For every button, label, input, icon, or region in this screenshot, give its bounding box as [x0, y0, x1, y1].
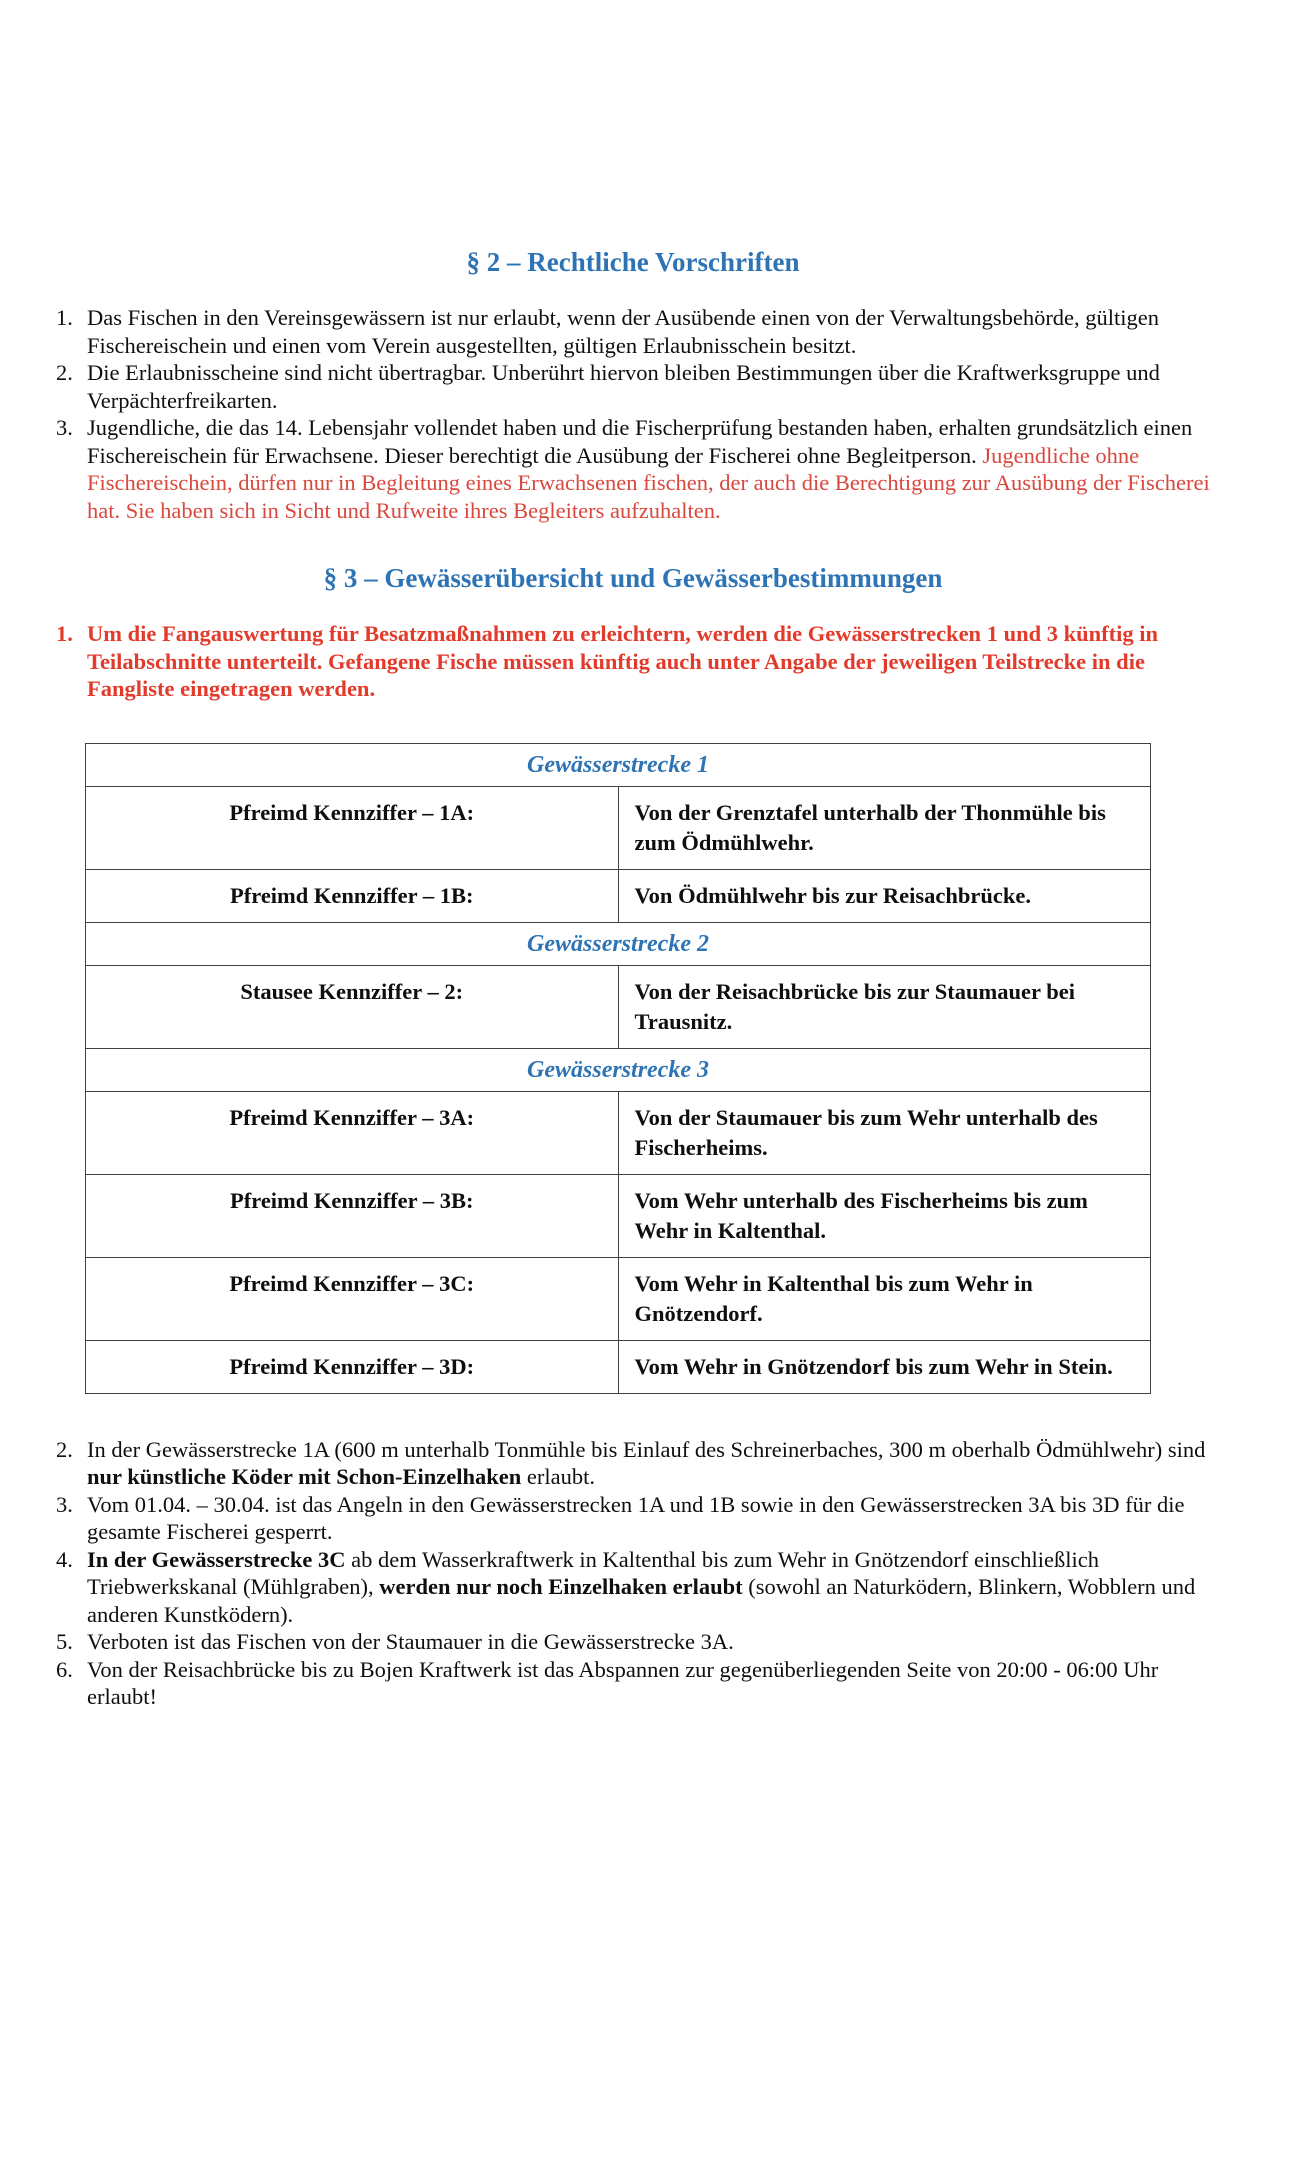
list-item-number: 2. — [56, 1436, 73, 1462]
table-row — [86, 1091, 1151, 1174]
text-segment: Um die Fangauswertung für Besatzmaßnahmen zu erleichtern, werden die Gewässerstrecken 1 und 3 künftig in Teilabschnitte unterteilt. Gefangene Fische müssen künftig auch unter Angabe der jeweiligen Teilstrecke in die Fangliste eingetragen werden. — [87, 621, 1159, 701]
kennziffer-label-cell: Pfreimd Kennziffer – 3D: — [86, 1340, 619, 1393]
table-row — [86, 1257, 1151, 1340]
list-item-number: 5. — [56, 1629, 73, 1654]
list-item — [56, 1436, 1210, 1491]
legal-rules-list — [56, 304, 1210, 524]
list-item — [56, 1656, 1210, 1711]
waters-overview-table-body — [86, 743, 1151, 1393]
table-section-header: Gewässerstrecke 3 — [86, 1048, 1151, 1091]
table-section-header: Gewässerstrecke 2 — [86, 922, 1151, 965]
table-section-header-row — [86, 1048, 1151, 1091]
strecke-description-cell: Vom Wehr unterhalb des Fischerheims bis zum Wehr in Kaltenthal. — [618, 1174, 1151, 1257]
text-segment: In der Gewässerstrecke 3C — [87, 1546, 346, 1572]
table-row — [86, 1340, 1151, 1393]
list-item-text — [87, 304, 1210, 359]
list-item — [56, 1546, 1210, 1629]
list-item-number: 2. — [56, 360, 73, 385]
list-item-number: 3. — [56, 415, 73, 440]
table-row — [86, 786, 1151, 869]
table-row — [86, 1174, 1151, 1257]
list-item-number: 1. — [56, 305, 73, 330]
table-row — [86, 965, 1151, 1048]
waters-rules-list — [56, 1436, 1210, 1711]
strecke-description-cell: Von Ödmühlwehr bis zur Reisachbrücke. — [618, 869, 1151, 922]
list-item-number: 1. — [56, 621, 73, 646]
kennziffer-label-cell: Pfreimd Kennziffer – 3C: — [86, 1257, 619, 1340]
text-segment: Jugendliche, die das 14. Lebensjahr vollendet haben und die Fischerprüfung bestanden haben, erhalten grundsätzlich einen Fischereischein für Erwachsene. Dieser berechtigt die Ausübung der Fischerei ohne Begleitperson. — [87, 415, 1193, 468]
list-item-number: 6. — [56, 1656, 73, 1682]
text-segment: Die Erlaubnisscheine sind nicht übertragbar. Unberührt hiervon bleiben Bestimmungen über die Kraftwerksgruppe und Verpächterfreikarten. — [87, 360, 1160, 413]
text-segment: Das Fischen in den Vereinsgewässern ist nur erlaubt, wenn der Ausübende einen von der Verwaltungsbehörde, gültigen Fischereischein und einen vom Verein ausgestellten, gültigen Erlaubnisschein besitzt. — [87, 305, 1160, 358]
text-segment: (sowohl an Naturködern, Blinkern, Wobblern und anderen Kunstködern). — [87, 1574, 1196, 1627]
list-item — [56, 620, 1210, 703]
list-item — [56, 304, 1210, 359]
list-item — [56, 359, 1210, 414]
table-row — [86, 869, 1151, 922]
kennziffer-label-cell: Pfreimd Kennziffer – 3B: — [86, 1174, 619, 1257]
list-item-number: 4. — [56, 1546, 73, 1572]
list-item — [56, 414, 1210, 524]
table-section-header-row — [86, 922, 1151, 965]
list-item-text — [87, 1491, 1210, 1546]
text-segment: erlaubt. — [521, 1464, 595, 1489]
list-item — [56, 1628, 1210, 1656]
section-2-heading: § 2 – Rechtliche Vorschriften — [466, 247, 800, 277]
kennziffer-label-cell: Pfreimd Kennziffer – 3A: — [86, 1091, 619, 1174]
strecke-description-cell: Von der Reisachbrücke bis zur Staumauer bei Trausnitz. — [618, 965, 1151, 1048]
text-segment: werden nur noch Einzelhaken erlaubt — [379, 1574, 743, 1599]
text-segment: ab dem Wasserkraftwerk in Kaltenthal bis zum Wehr in Gnötzendorf einschließlich Triebwerkskanal (Mühlgraben), — [87, 1546, 1099, 1599]
list-item-text — [87, 359, 1210, 414]
list-item — [56, 1491, 1210, 1546]
strecke-description-cell: Vom Wehr in Gnötzendorf bis zum Wehr in Stein. — [618, 1340, 1151, 1393]
kennziffer-label-cell: Stausee Kennziffer – 2: — [86, 965, 619, 1048]
table-section-header: Gewässerstrecke 1 — [86, 743, 1151, 786]
strecke-description-cell: Von der Grenztafel unterhalb der Thonmühle bis zum Ödmühlwehr. — [618, 786, 1151, 869]
text-segment: Verboten ist das Fischen von der Staumauer in die Gewässerstrecke 3A. — [87, 1629, 734, 1654]
text-segment: Von der Reisachbrücke bis zu Bojen Kraftwerk ist das Abspannen zur gegenüberliegenden Seite von 20:00 - 06:00 Uhr erlaubt! — [87, 1656, 1159, 1709]
strecke-description-cell: Vom Wehr in Kaltenthal bis zum Wehr in Gnötzendorf. — [618, 1257, 1151, 1340]
table-section-header-row — [86, 743, 1151, 786]
waters-overview-table — [85, 743, 1151, 1394]
list-item-text — [87, 1436, 1210, 1491]
text-segment: In der Gewässerstrecke 1A (600 m unterhalb Tonmühle bis Einlauf des Schreinerbaches, 300 m oberhalb Ödmühlwehr) sind — [87, 1436, 1206, 1462]
strecke-description-cell: Von der Staumauer bis zum Wehr unterhalb des Fischerheims. — [618, 1091, 1151, 1174]
list-item-number: 3. — [56, 1491, 73, 1517]
list-item-text — [87, 1546, 1210, 1629]
section-3-heading: § 3 – Gewässerübersicht und Gewässerbestimmungen — [323, 563, 943, 593]
list-item-text — [87, 414, 1210, 524]
text-segment: nur künstliche Köder mit Schon-Einzelhaken — [87, 1464, 522, 1489]
list-item-text — [87, 1656, 1210, 1711]
text-segment: Vom 01.04. – 30.04. ist das Angeln in den Gewässerstrecken 1A und 1B sowie in den Gewässerstrecken 3A bis 3D für die gesamte Fischerei gesperrt. — [87, 1491, 1185, 1544]
list-item-text — [87, 1628, 1210, 1656]
kennziffer-label-cell: Pfreimd Kennziffer – 1A: — [86, 786, 619, 869]
kennziffer-label-cell: Pfreimd Kennziffer – 1B: — [86, 869, 619, 922]
list-item-text — [87, 620, 1210, 703]
waters-intro-list — [56, 620, 1210, 703]
text-segment: Jugendliche ohne Fischereischein, dürfen nur in Begleitung eines Erwachsenen fischen, der auch die Berechtigung zur Ausübung der Fischerei hat. Sie haben sich in Sicht und Rufweite ihres Begleiters aufzuhalten. — [87, 442, 1210, 523]
